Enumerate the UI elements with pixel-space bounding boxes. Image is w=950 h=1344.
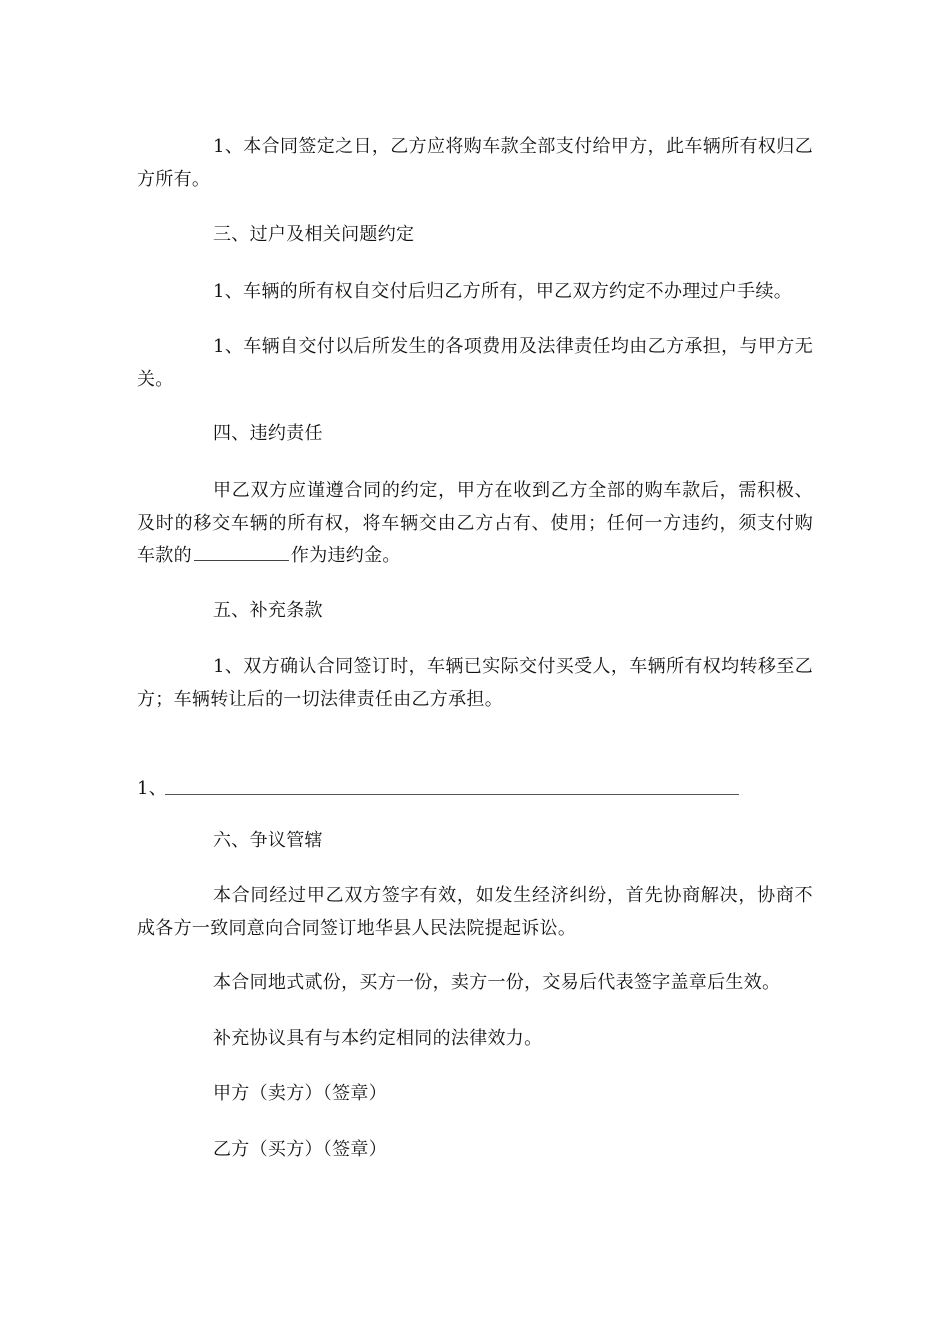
clause-copies: 本合同地式贰份，买方一份，卖方一份，交易后代表签字盖章后生效。 <box>213 972 781 993</box>
clause-supplementary: 1、双方确认合同签订时，车辆已实际交付买受人，车辆所有权均转移至乙方；车辆转让后的一切法律责任由乙方承担。 <box>137 656 813 710</box>
section-heading-breach: 四、违约责任 <box>213 423 323 444</box>
section-heading-supplementary: 五、补充条款 <box>213 600 323 621</box>
section-heading-dispute: 六、争议管辖 <box>213 830 323 851</box>
blank-item-label: 1、 <box>137 778 168 799</box>
blank-fill-line <box>165 794 739 795</box>
signature-party-b: 乙方（买方）（签章） <box>213 1139 387 1160</box>
clause-breach-tail: 作为违约金。 <box>290 545 401 566</box>
signature-party-a: 甲方（卖方）（签章） <box>213 1083 387 1104</box>
clause-breach <box>137 475 813 573</box>
clause-dispute: 本合同经过甲乙双方签字有效，如发生经济纠纷，首先协商解决，协商不成各方一致同意向合同签订地华县人民法院提起诉讼。 <box>137 885 813 939</box>
clause-supplement-effect: 补充协议具有与本约定相同的法律效力。 <box>213 1028 543 1049</box>
clause-ownership: 1、车辆的所有权自交付后归乙方所有，甲乙双方约定不办理过户手续。 <box>213 281 793 302</box>
clause-liability: 1、车辆自交付以后所发生的各项费用及法律责任均由乙方承担，与甲方无关。 <box>137 336 813 390</box>
clause-breach-text: 甲乙双方应谨遵合同的约定，甲方在收到乙方全部的购车款后，需积极、及时的移交车辆的所有权，将车辆交由乙方占有、使用；任何一方违约，须支付购车款的 <box>137 480 813 566</box>
penalty-blank <box>194 542 289 561</box>
clause-payment: 1、本合同签定之日，乙方应将购车款全部支付给甲方，此车辆所有权归乙方所有。 <box>137 136 813 190</box>
section-heading-transfer: 三、过户及相关问题约定 <box>213 224 415 245</box>
